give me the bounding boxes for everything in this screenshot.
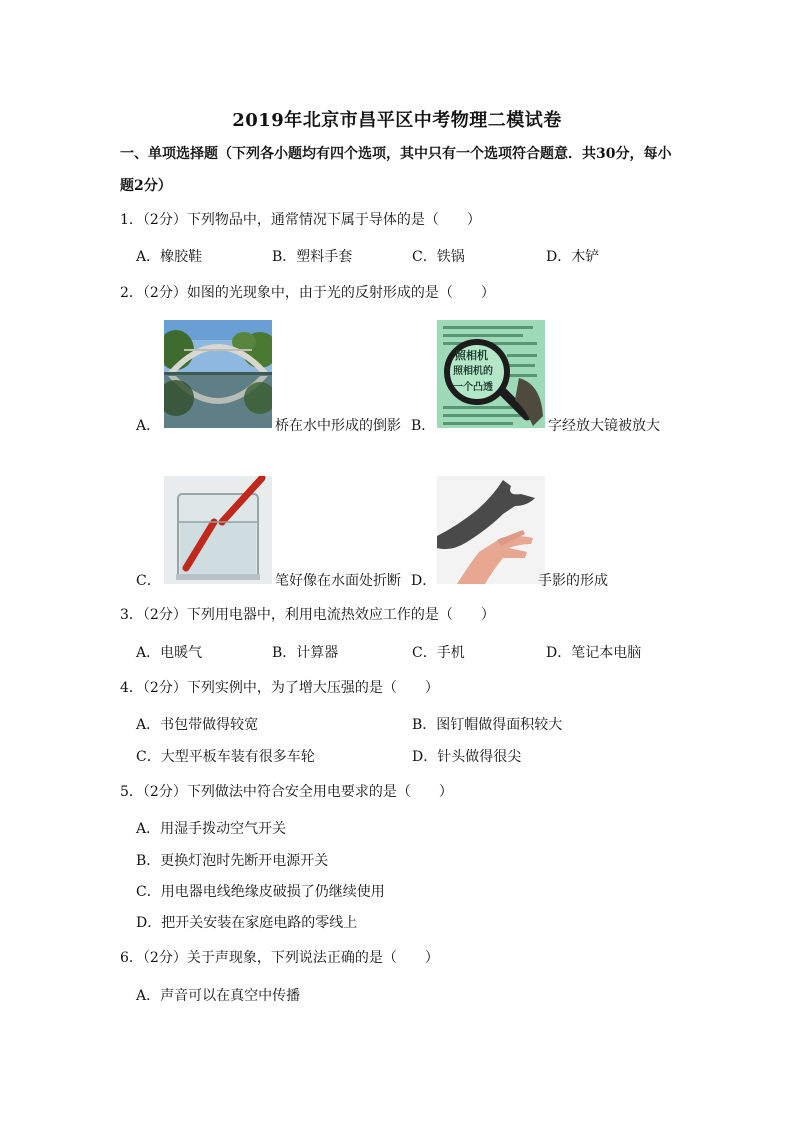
section-heading: 一、单项选择题（下列各小题均有四个选项，其中只有一个选项符合题意．共30分，每小题2分） bbox=[120, 146, 672, 194]
q3-option-b: B．计算器 bbox=[272, 645, 339, 661]
q1-option-b: B．塑料手套 bbox=[272, 249, 353, 265]
q3-option-d: D．笔记本电脑 bbox=[546, 645, 642, 661]
q1-option-a: A．橡胶鞋 bbox=[136, 249, 203, 265]
magnifier-text-2: 照相机的 bbox=[453, 366, 493, 377]
q2-option-a-letter: A． bbox=[136, 418, 161, 434]
q2-option-b-letter: B． bbox=[411, 418, 436, 434]
q2-option-c-caption: 笔好像在水面处折断 bbox=[275, 573, 401, 589]
hand-shadow-image bbox=[437, 476, 545, 584]
q2-option-a-caption: 桥在水中形成的倒影 bbox=[275, 418, 401, 434]
q4-option-d: D．针头做得很尖 bbox=[412, 749, 522, 765]
q5-option-b: B．更换灯泡时先断开电源开关 bbox=[136, 853, 329, 869]
q4-option-c: C．大型平板车装有很多车轮 bbox=[136, 749, 315, 765]
q5-option-d: D．把开关安装在家庭电路的零线上 bbox=[136, 915, 358, 931]
q1-option-d: D．木铲 bbox=[546, 249, 600, 265]
pencil-in-glass-image bbox=[164, 476, 272, 584]
q3-option-c: C．手机 bbox=[412, 645, 465, 661]
q2-option-d-caption: 手影的形成 bbox=[538, 573, 608, 589]
question-5-stem: 5．（2分）下列做法中符合安全用电要求的是（ ） bbox=[120, 784, 453, 800]
q2-option-c-letter: C． bbox=[136, 573, 161, 589]
q6-option-a: A．声音可以在真空中传播 bbox=[136, 988, 301, 1004]
question-1-stem: 1．（2分）下列物品中，通常情况下属于导体的是（ ） bbox=[120, 212, 481, 228]
q4-option-a: A．书包带做得较宽 bbox=[136, 717, 259, 733]
q3-option-a: A．电暖气 bbox=[136, 645, 203, 661]
q5-option-a: A．用湿手拨动空气开关 bbox=[136, 821, 287, 837]
question-6-stem: 6．（2分）关于声现象，下列说法正确的是（ ） bbox=[120, 950, 439, 966]
magnifier-image bbox=[437, 320, 545, 428]
question-4-stem: 4．（2分）下列实例中，为了增大压强的是（ ） bbox=[120, 680, 439, 696]
question-2-stem: 2．（2分）如图的光现象中，由于光的反射形成的是（ ） bbox=[120, 285, 495, 301]
magnifier-text-1: 照相机 bbox=[455, 349, 488, 362]
q1-option-c: C．铁锅 bbox=[412, 249, 465, 265]
magnifier-text-3: 一个凸透 bbox=[453, 382, 493, 393]
q2-option-b-caption: 字经放大镜被放大 bbox=[548, 418, 660, 434]
q2-option-d-letter: D． bbox=[411, 573, 437, 589]
q4-option-b: B．图钉帽做得面积较大 bbox=[412, 717, 563, 733]
q5-option-c: C．用电器电线绝缘皮破损了仍继续使用 bbox=[136, 884, 385, 900]
bridge-reflection-image bbox=[164, 320, 272, 428]
question-3-stem: 3．（2分）下列用电器中，利用电流热效应工作的是（ ） bbox=[120, 607, 495, 623]
page-title: 2019年北京市昌平区中考物理二模试卷 bbox=[232, 110, 562, 131]
